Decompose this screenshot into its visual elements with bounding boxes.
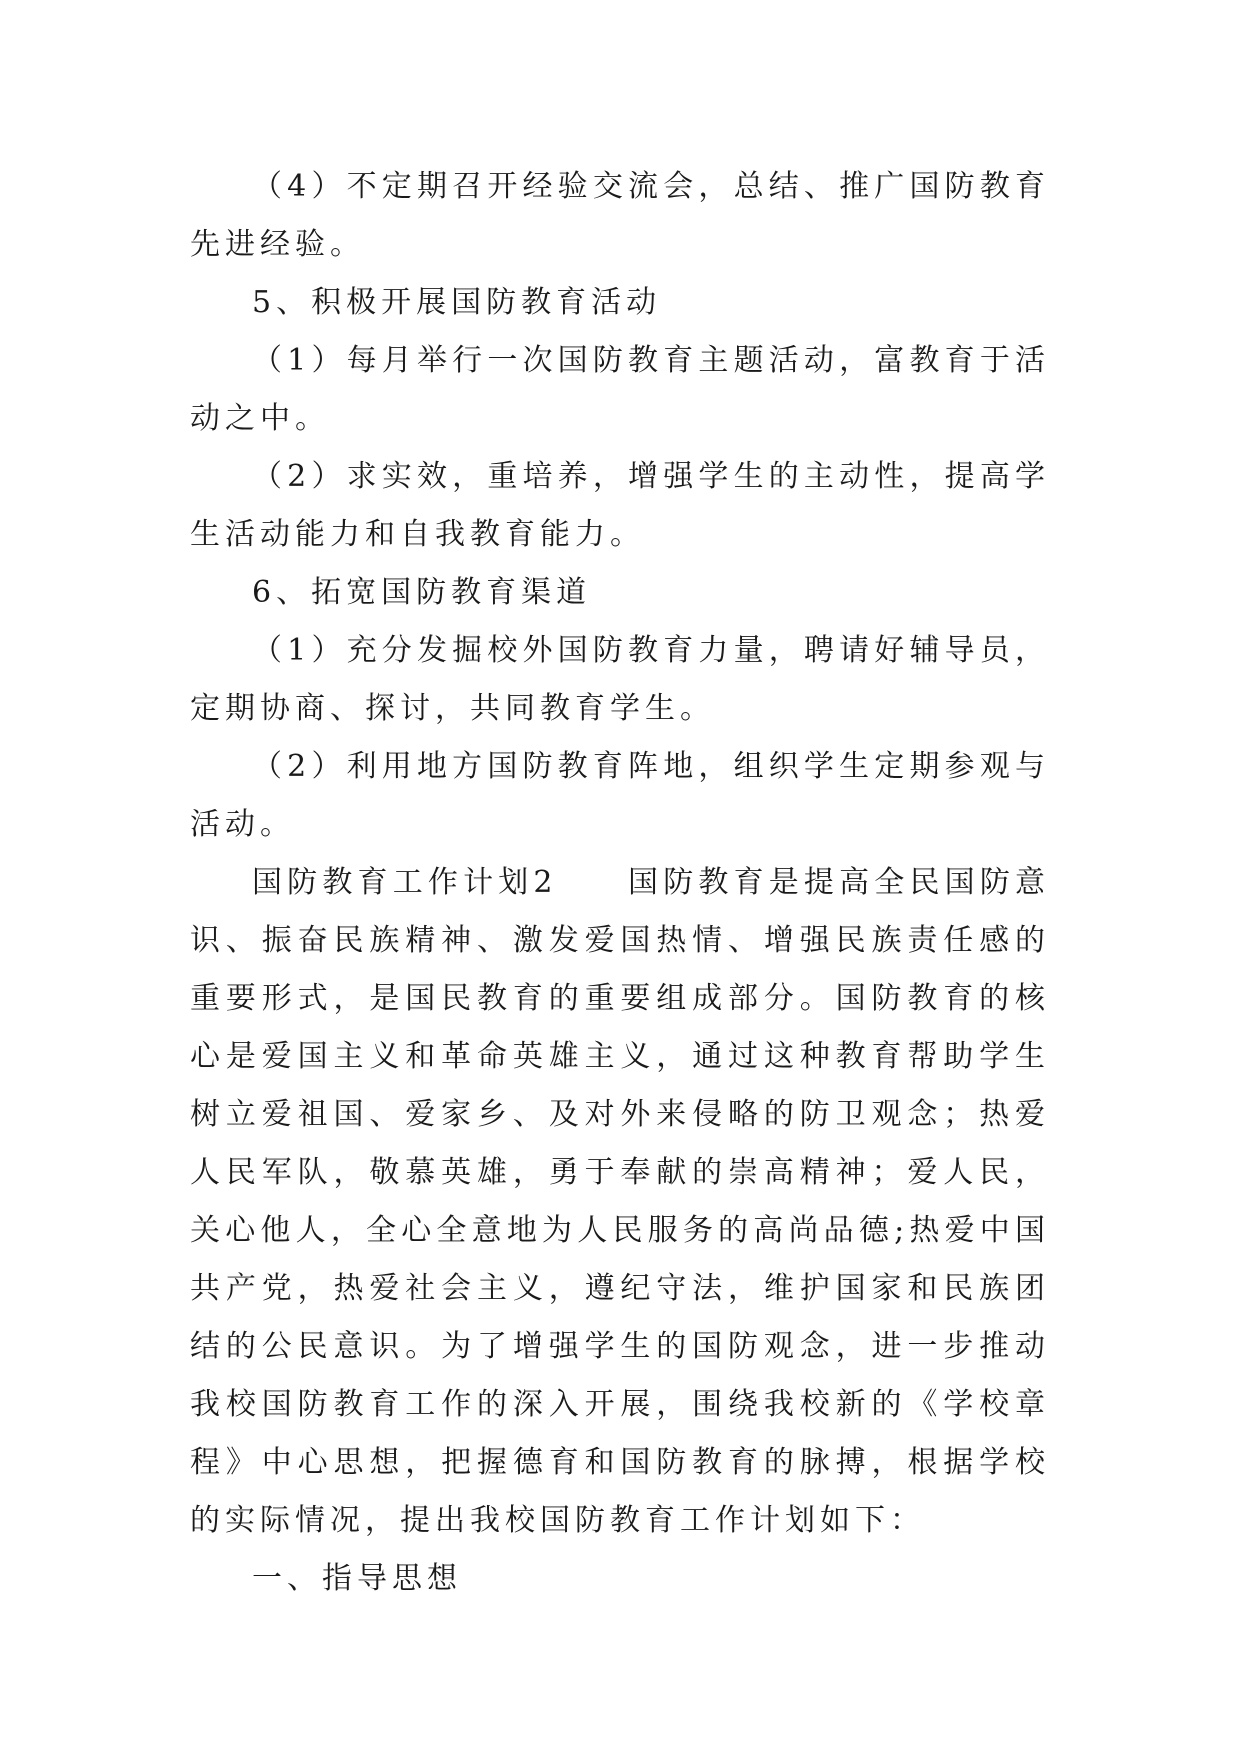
paragraph-item-1-external-resources: （1）充分发掘校外国防教育力量，聘请好辅导员，定期协商、探讨，共同教育学生。	[190, 633, 1050, 726]
section-heading-5: 5、积极开展国防教育活动	[252, 285, 662, 320]
document-body	[190, 158, 1050, 1608]
paragraph-item-2-local-bases: （2）利用地方国防教育阵地，组织学生定期参观与活动。	[190, 749, 1050, 842]
paragraph-item-4-exchange: （4）不定期召开经验交流会，总结、推广国防教育先进经验。	[190, 169, 1050, 262]
paragraph-item-1-monthly-activity: （1）每月举行一次国防教育主题活动，富教育于活动之中。	[190, 343, 1050, 436]
paragraph-plan-2-intro: 国防教育工作计划2 国防教育是提高全民国防意识、振奋民族精神、激发爱国热情、增强民族责任感的重要形式，是国民教育的重要组成部分。国防教育的核心是爱国主义和革命英雄主义，通过这种教育帮助学生树立爱祖国、爱家乡、及对外来侵略的防卫观念；热爱人民军队，敬慕英雄，勇于奉献的崇高精神；爱人民，关心他人，全心全意地为人民服务的高尚品德;热爱中国共产党，热爱社会主义，遵纪守法，维护国家和民族团结的公民意识。为了增强学生的国防观念，进一步推动我校国防教育工作的深入开展，围绕我校新的《学校章程》中心思想，把握德育和国防教育的脉搏，根据学校的实际情况，提出我校国防教育工作计划如下：	[190, 865, 1050, 1538]
paragraph-item-2-effectiveness: （2）求实效，重培养，增强学生的主动性，提高学生活动能力和自我教育能力。	[190, 459, 1050, 552]
section-heading-6: 6、拓宽国防教育渠道	[252, 575, 592, 610]
section-heading-guiding-ideology: 一、指导思想	[252, 1561, 462, 1596]
